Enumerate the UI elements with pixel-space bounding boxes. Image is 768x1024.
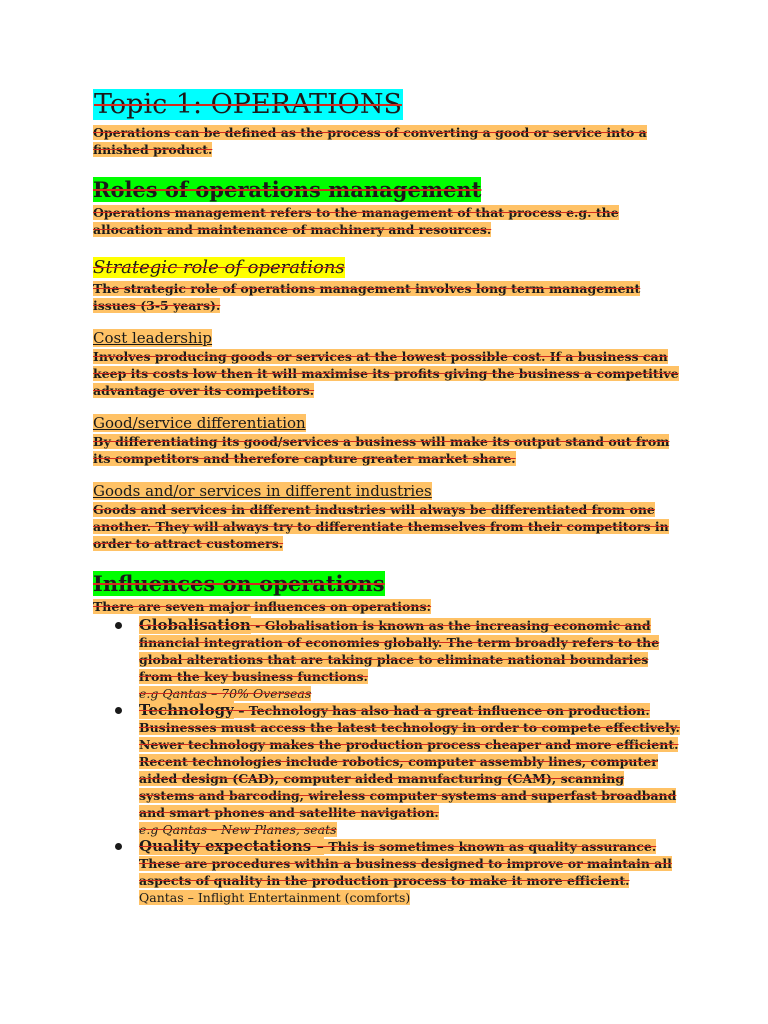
list-item bbox=[139, 838, 683, 906]
differentiation-heading-block bbox=[93, 413, 683, 433]
influence-term: Quality expectations – bbox=[139, 837, 324, 855]
strategic-paragraph bbox=[93, 280, 683, 314]
intro-paragraph bbox=[93, 124, 683, 158]
title-block bbox=[93, 86, 683, 124]
cost-heading: Cost leadership bbox=[93, 329, 213, 347]
influence-example: e.g Qantas – New Planes, seats bbox=[139, 822, 337, 837]
bullet-icon bbox=[115, 843, 122, 850]
strategic-text: The strategic role of operations management involves long term management issues (3-5 years). bbox=[93, 281, 641, 313]
bullet-icon bbox=[115, 622, 122, 629]
influence-term: Technology bbox=[139, 701, 234, 719]
differentiation-paragraph bbox=[93, 433, 683, 467]
strategic-heading-block bbox=[93, 256, 683, 280]
influence-desc: - Globalisation is known as the increasing economic and financial integration of economies globally. The term broadly refers to the global alterations that are taking place to eliminate national boundaries from the key business functions. bbox=[139, 618, 660, 684]
document-page bbox=[93, 86, 683, 906]
cost-text: Involves producing goods or services at the lowest possible cost. If a business can keep its costs low then it will maximise its profits giving the business a competitive advantage over its competitors. bbox=[93, 349, 679, 398]
influences-heading-block bbox=[93, 570, 683, 598]
strategic-heading: Strategic role of operations bbox=[93, 257, 345, 278]
influence-term: Globalisation bbox=[139, 616, 251, 634]
intro-text: Operations can be defined as the process of converting a good or service into a finished product. bbox=[93, 125, 647, 157]
differentiation-heading: Good/service differentiation bbox=[93, 414, 306, 432]
industries-paragraph bbox=[93, 501, 683, 552]
roles-heading-block bbox=[93, 176, 683, 204]
roles-text: Operations management refers to the management of that process e.g. the allocation and maintenance of machinery and resources. bbox=[93, 205, 619, 237]
influence-desc: This is sometimes known as quality assurance. These are procedures within a business designed to improve or maintain all aspects of quality in the production process to make it more efficient. bbox=[139, 839, 672, 888]
differentiation-text: By differentiating its good/services a business will make its output stand out from its competitors and therefore capture greater market share. bbox=[93, 434, 670, 466]
list-item bbox=[139, 617, 683, 702]
cost-heading-block bbox=[93, 328, 683, 348]
page-title: Topic 1: OPERATIONS bbox=[94, 89, 402, 120]
roles-heading: Roles of operations management bbox=[93, 177, 482, 202]
influence-example: Qantas – Inflight Entertainment (comforts) bbox=[139, 890, 411, 905]
roles-paragraph bbox=[93, 204, 683, 238]
influences-heading: Influences on operations bbox=[93, 571, 385, 596]
cost-paragraph bbox=[93, 348, 683, 399]
bullet-icon bbox=[115, 707, 122, 714]
influence-desc: – Technology has also had a great influence on production. Businesses must access the latest technology in order to compete effectively. Newer technology makes the production process cheaper and more efficient. Recent technologies include robotics, computer assembly lines, computer aided design (CAD), computer aided manufacturing (CAM), scanning systems and barcoding, wireless computer systems and superfast broadband and smart phones and satellite navigation. bbox=[139, 703, 680, 820]
influence-example: e.g Qantas – 70% Overseas bbox=[139, 686, 312, 701]
industries-text: Goods and services in different industries will always be differentiated from one another. They will always try to differentiate themselves from their competitors in order to attract customers. bbox=[93, 502, 669, 551]
industries-heading: Goods and/or services in different industries bbox=[93, 482, 432, 500]
influences-intro-text: There are seven major influences on operations: bbox=[93, 599, 432, 614]
influences-list bbox=[93, 617, 683, 906]
list-item bbox=[139, 702, 683, 838]
industries-heading-block bbox=[93, 481, 683, 501]
influences-intro bbox=[93, 598, 683, 615]
